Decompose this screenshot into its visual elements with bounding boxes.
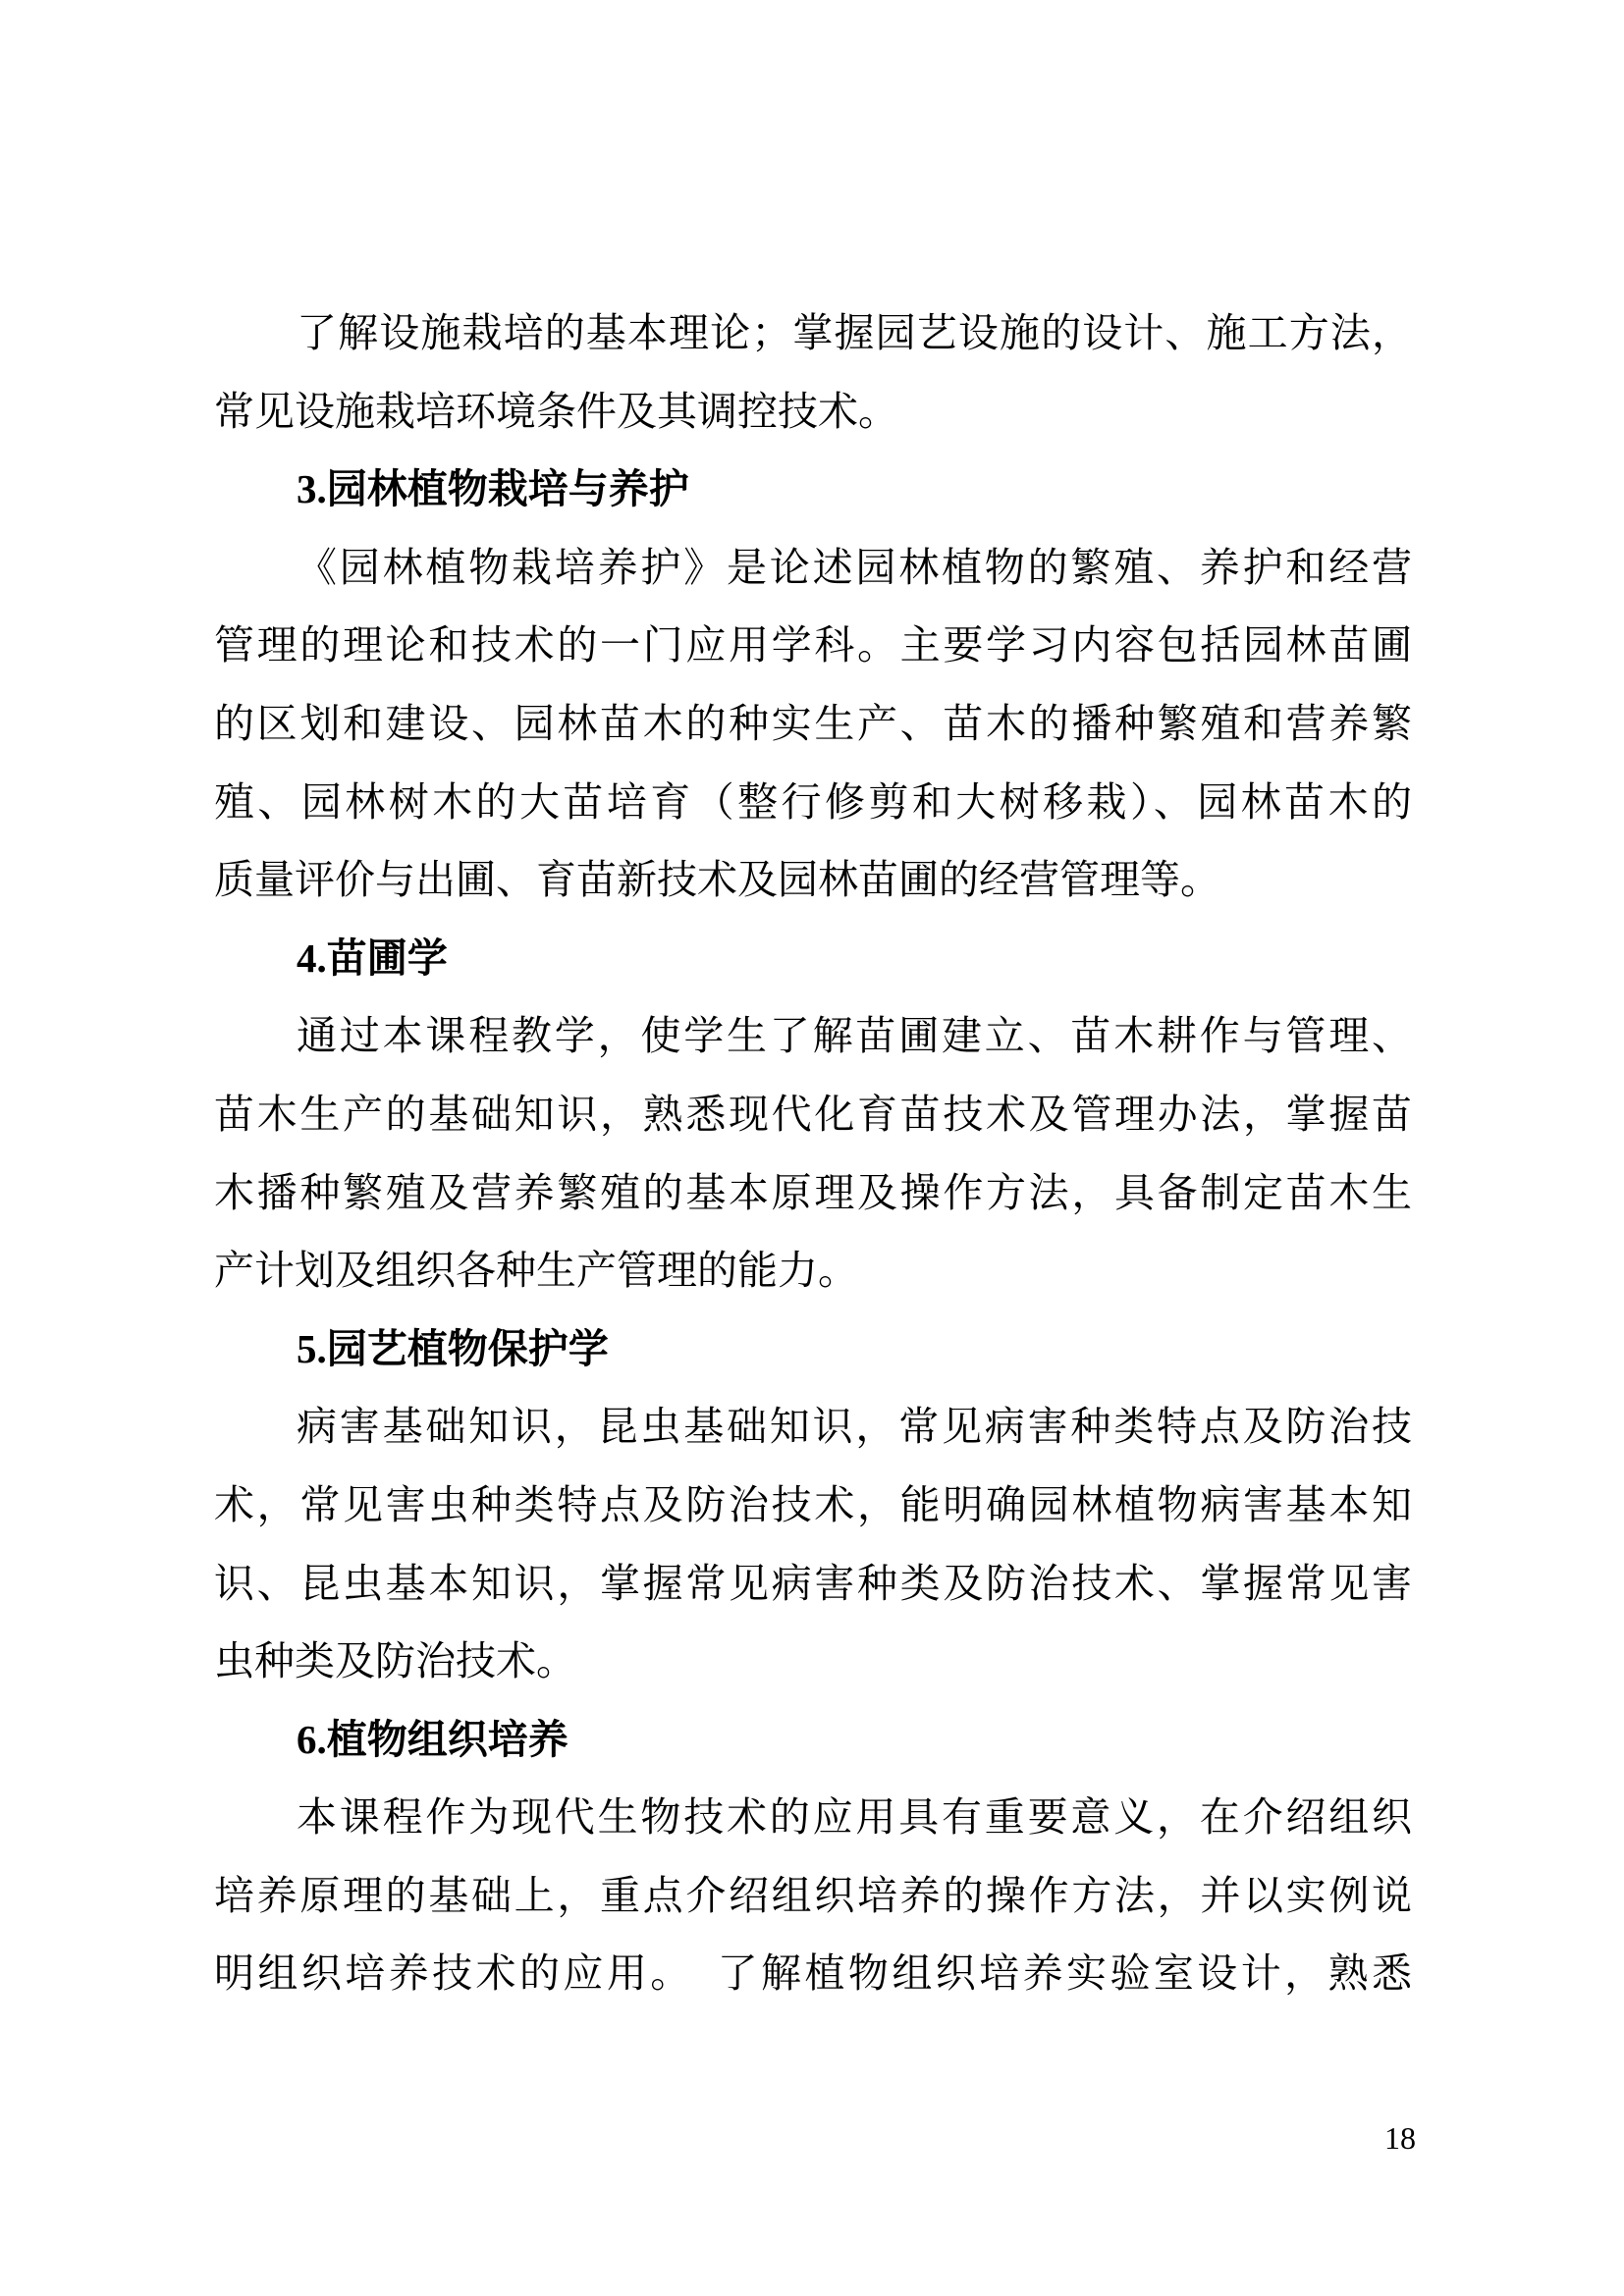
page-number: 18 — [1384, 2120, 1416, 2156]
paragraph-line: 本课程作为现代生物技术的应用具有重要意义，在介绍组织 — [297, 1794, 1412, 1841]
paragraph-line: 产计划及组织各种生产管理的能力。 — [214, 1248, 858, 1294]
paragraph-line: 苗木生产的基础知识，熟悉现代化育苗技术及管理办法，掌握苗 — [214, 1091, 1412, 1137]
paragraph-line: 的区划和建设、园林苗木的种实生产、苗木的播种繁殖和营养繁 — [214, 700, 1412, 746]
paragraph-line: 管理的理论和技术的一门应用学科。主要学习内容包括园林苗圃 — [214, 622, 1412, 668]
paragraph-line: 术，常见害虫种类特点及防治技术，能明确园林植物病害基本知 — [214, 1481, 1412, 1527]
section-heading-3: 3.园林植物栽培与养护 — [297, 466, 689, 512]
paragraph-line: 常见设施栽培环境条件及其调控技术。 — [214, 388, 898, 434]
paragraph-line: 了解设施栽培的基本理论；掌握园艺设施的设计、施工方法， — [297, 310, 1412, 355]
section-heading-6: 6.植物组织培养 — [297, 1716, 568, 1762]
document-body — [214, 294, 1412, 2013]
paragraph-line: 《园林植物栽培养护》是论述园林植物的繁殖、养护和经营 — [297, 544, 1412, 590]
paragraph-line: 虫种类及防治技术。 — [214, 1638, 576, 1684]
paragraph-line: 明组织培养技术的应用。 了解植物组织培养实验室设计，熟悉 — [214, 1950, 1412, 1997]
paragraph-line: 木播种繁殖及营养繁殖的基本原理及操作方法，具备制定苗木生 — [214, 1169, 1412, 1215]
section-heading-4: 4.苗圃学 — [297, 934, 448, 981]
paragraph-line: 质量评价与出圃、育苗新技术及园林苗圃的经营管理等。 — [214, 857, 1220, 903]
section-heading-5: 5.园艺植物保护学 — [297, 1325, 609, 1371]
paragraph-line: 病害基础知识，昆虫基础知识，常见病害种类特点及防治技 — [297, 1404, 1412, 1450]
paragraph-line: 培养原理的基础上，重点介绍组织培养的操作方法，并以实例说 — [214, 1872, 1412, 1918]
paragraph-line: 殖、园林树木的大苗培育（整行修剪和大树移栽）、园林苗木的 — [214, 778, 1412, 825]
paragraph-line: 识、昆虫基本知识，掌握常见病害种类及防治技术、掌握常见害 — [214, 1560, 1412, 1606]
paragraph-line: 通过本课程教学，使学生了解苗圃建立、苗木耕作与管理、 — [297, 1013, 1412, 1059]
